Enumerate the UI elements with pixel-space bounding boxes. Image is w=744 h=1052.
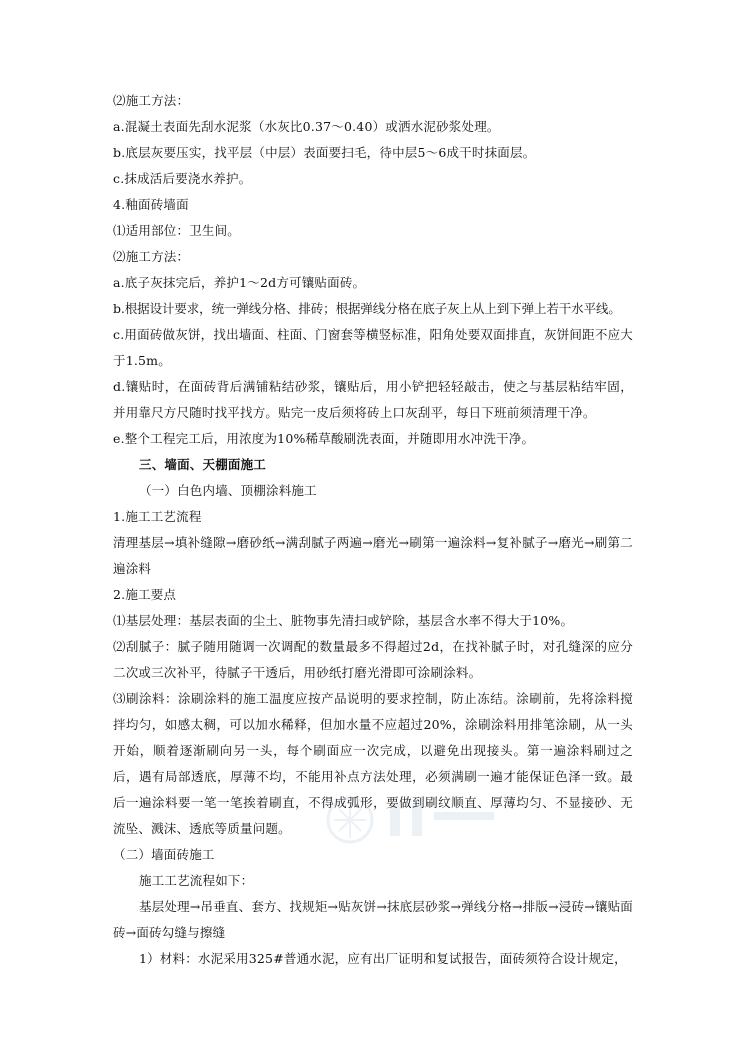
paragraph: ⑵施工方法：: [113, 249, 190, 264]
chapter-heading: 三、墙面、天棚面施工: [139, 457, 267, 472]
paragraph: ⑴基层处理：基层表面的尘土、脏物事先清扫或铲除，基层含水率不得大于10%。: [113, 613, 574, 628]
section-heading: 2.施工要点: [113, 587, 177, 602]
paragraph: e.整个工程完工后，用浓度为10%稀草酸刷洗表面，并随即用水冲洗干净。: [113, 431, 535, 446]
process-flow: 基层处理→吊垂直、套方、找规矩→贴灰饼→抹底层砂浆→弹线分格→排版→浸砖→镶贴面砖→面砖勾缝与擦缝: [113, 899, 633, 940]
section-heading: 4.釉面砖墙面: [113, 197, 189, 212]
process-flow: 清理基层→填补缝隙→磨砂纸→满刮腻子两遍→磨光→刷第一遍涂料→复补腻子→磨光→刷第二遍涂料: [113, 535, 633, 576]
paragraph: c.抹成活后要浇水养护。: [113, 171, 252, 186]
paragraph: 施工工艺流程如下：: [139, 873, 254, 888]
paragraph: a.混凝土表面先刮水泥浆（水灰比0.37～0.40）或洒水泥砂浆处理。: [113, 119, 500, 134]
paragraph: ⑶刷涂料：涂刷涂料的施工温度应按产品说明的要求控制，防止冻结。涂刷前，先将涂料搅拌均匀，如感太稠，可以加水稀释，但加水量不应超过20%，涂刷涂料用排笔涂刷，从一头开始，顺着逐渐刷向另一头，每个刷面应一次完成，以避免出现接头。第一遍涂料刷过之后，遇有局部透底，厚薄不均，不能用补点方法处理，必须满刷一遍才能保证色泽一致。最后一遍涂料要一笔一笔挨着刷直，不得成弧形，要做到刷纹顺直、厚薄均匀、不显接砂、无流坠、溅沫、透底等质量问题。: [113, 691, 633, 836]
paragraph: b.底层灰要压实，找平层（中层）表面要扫毛，待中层5～6成干时抹面层。: [113, 145, 536, 160]
paragraph: ⑵施工方法：: [113, 93, 190, 108]
section-heading: 1.施工工艺流程: [113, 509, 202, 524]
paragraph: ⑴适用部位：卫生间。: [113, 223, 241, 238]
paragraph: 1）材料：水泥采用325#普通水泥，应有出厂证明和复试报告，面砖须符合设计规定，: [139, 951, 627, 966]
paragraph: c.用面砖做灰饼，找出墙面、柱面、门窗套等横竖标准，阳角处要双面排直，灰饼间距不应大于1.5m。: [113, 327, 633, 368]
paragraph: b.根据设计要求，统一弹线分格、排砖；根据弹线分格在底子灰上从上到下弹上若干水平线。: [113, 301, 621, 316]
paragraph: a.底子灰抹完后，养护1～2d方可镶贴面砖。: [113, 275, 366, 290]
watermark-logo: [320, 790, 520, 850]
subsection-heading: （一）白色内墙、顶棚涂料施工: [139, 483, 317, 498]
paragraph: d.镶贴时，在面砖背后满铺粘结砂浆，镶贴后，用小铲把轻轻敲击，使之与基层粘结牢固，并用靠尺方尺随时找平找方。贴完一皮后须将砖上口灰刮平，每日下班前须清理干净。: [113, 379, 633, 420]
subsection-heading: （二）墙面砖施工: [113, 847, 215, 862]
paragraph: ⑵刮腻子：腻子随用随调一次调配的数量最多不得超过2d，在找补腻子时，对孔缝深的应分二次或三次补平，待腻子干透后，用砂纸打磨光滑即可涂刷涂料。: [113, 639, 633, 680]
